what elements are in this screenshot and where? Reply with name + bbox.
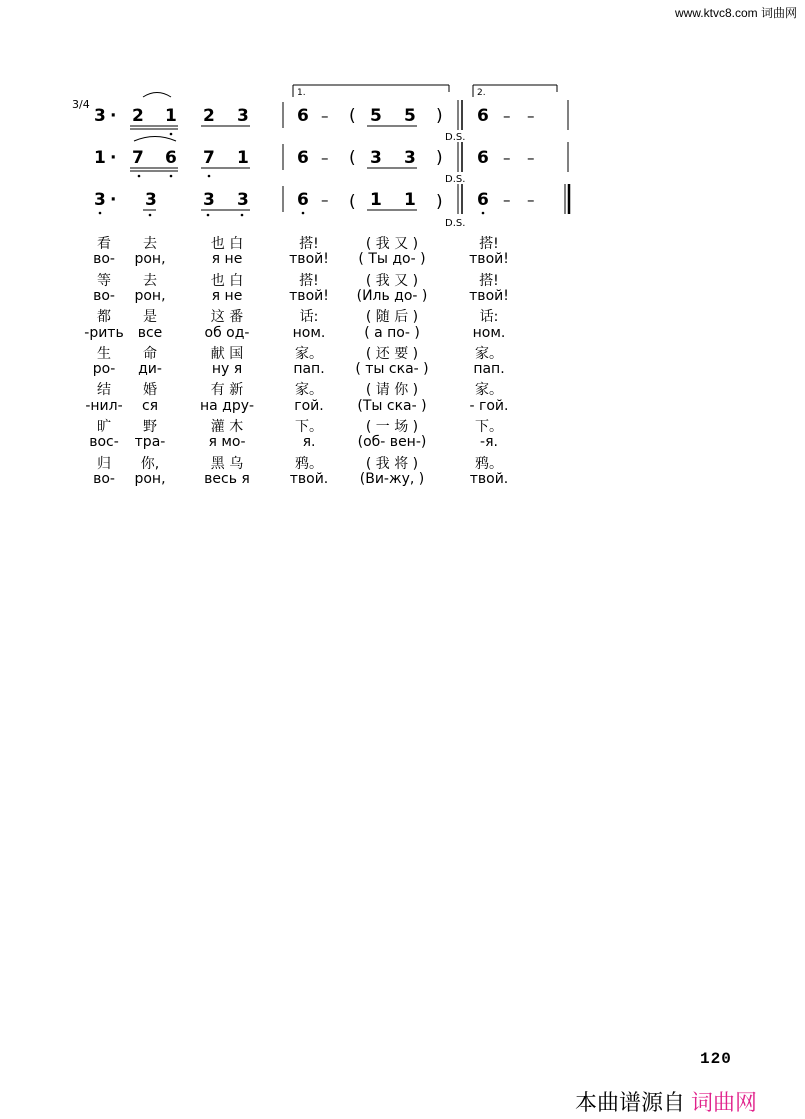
note: 1 — [370, 190, 382, 210]
lyric-syllable: 看 — [97, 236, 111, 252]
note: 3 — [145, 190, 157, 210]
lyric-syllable: ( а по- ) — [364, 324, 420, 341]
ds-mark: D.S. — [445, 174, 466, 185]
note: 6 — [297, 190, 309, 210]
lyric-syllable: пап. — [293, 361, 325, 378]
lower-octave-dot — [241, 214, 244, 217]
note: 3 — [94, 106, 106, 126]
lyric-syllable: ну я — [211, 361, 243, 378]
lyric-syllable: 话: — [299, 309, 319, 326]
lyric-syllable: об од- — [204, 324, 250, 341]
lyric-syllable: 话: — [479, 309, 499, 326]
lyric-syllable: ди- — [138, 361, 162, 378]
lyric-syllable: рон, — [134, 251, 166, 268]
lower-octave-dot — [170, 175, 173, 178]
lyric-syllable: (Иль до- ) — [356, 287, 428, 304]
lyric-syllable: 家。 — [295, 345, 323, 362]
volta-label-2: 2. — [477, 88, 486, 98]
paren-close: ) — [436, 148, 443, 168]
dash: – — [527, 107, 535, 125]
note: 1 — [94, 148, 106, 168]
note: 6 — [297, 148, 309, 168]
time-signature: 3/4 — [72, 98, 90, 111]
lyric-syllable: 去 — [143, 236, 157, 252]
lyric-syllable: 都 — [97, 309, 111, 326]
lyric-syllable: 黑 乌 — [210, 455, 244, 472]
lyric-syllable: твой! — [289, 287, 329, 304]
lyric-syllable: 也 白 — [210, 272, 244, 289]
note: 6 — [165, 148, 177, 168]
lyric-syllable: 命 — [143, 345, 157, 362]
dash: – — [527, 149, 535, 167]
lyric-syllable: вос- — [89, 434, 119, 451]
lyric-syllable: 生 — [97, 345, 111, 362]
dot-extension: · — [110, 190, 117, 210]
note: 3 — [404, 148, 416, 168]
lyric-syllable: во- — [93, 287, 115, 304]
note: 3 — [237, 106, 249, 126]
lyric-syllable: ( 一 场 ) — [365, 419, 419, 435]
note: 6 — [477, 190, 489, 210]
dash: – — [321, 191, 329, 209]
lyric-syllable: 有 新 — [210, 382, 244, 399]
slur — [143, 93, 171, 98]
lyric-syllable: рон, — [134, 470, 166, 487]
lyric-syllable: рон, — [134, 287, 166, 304]
lyric-syllable: ( 还 要 ) — [365, 345, 419, 362]
lyric-syllable: (Ви-жу, ) — [359, 470, 425, 487]
dash: – — [321, 149, 329, 167]
note: 6 — [477, 106, 489, 126]
lyric-syllable: 是 — [143, 309, 157, 326]
note: 1 — [237, 148, 249, 168]
lyric-syllable: (об- вен-) — [357, 434, 427, 451]
lyric-syllable: (Ты ска- ) — [357, 397, 427, 414]
lyric-syllable: ро- — [92, 361, 116, 378]
lyric-syllable: -нил- — [85, 397, 123, 414]
ds-mark: D.S. — [445, 218, 466, 229]
lyric-syllable: ( 请 你 ) — [365, 382, 419, 399]
lower-octave-dot — [208, 175, 211, 178]
paren-open: ( — [349, 192, 356, 212]
source-credit-text: 本曲谱源自 — [575, 1091, 686, 1116]
lyric-syllable: 鸦。 — [295, 455, 323, 472]
volta-bracket-2 — [473, 85, 557, 98]
lyric-syllable: 搭! — [299, 272, 319, 289]
lyric-syllable: 家。 — [475, 382, 503, 399]
lyric-syllable: 这 番 — [210, 309, 244, 326]
note: 2 — [132, 106, 144, 126]
lyric-syllable: ( 我 又 ) — [365, 236, 419, 252]
note: 6 — [297, 106, 309, 126]
lyric-syllable: твой. — [289, 470, 329, 487]
lyric-syllable: -я. — [480, 434, 498, 451]
lyric-syllable: ( 我 将 ) — [365, 455, 419, 472]
note: 5 — [370, 106, 382, 126]
lyric-syllable: все — [137, 324, 163, 341]
lyric-syllable: я мо- — [208, 434, 246, 451]
lower-octave-dot — [482, 212, 485, 215]
source-credit-brand: 词曲网 — [691, 1091, 758, 1116]
score-line-1 — [94, 93, 568, 144]
volta-bracket-1 — [293, 85, 449, 98]
dot-extension: · — [110, 106, 117, 126]
notation-score — [0, 0, 805, 240]
dot-extension: · — [110, 148, 117, 168]
lyric-syllable: гой. — [294, 397, 324, 414]
lyric-syllable: я не — [211, 287, 243, 304]
lyric-syllable: 归 — [97, 455, 111, 472]
lyric-syllable: твой! — [469, 287, 509, 304]
lyric-syllable: 等 — [97, 272, 111, 289]
watermark-brand: 词曲网 — [760, 6, 797, 20]
lyric-syllable: - гой. — [469, 397, 509, 414]
lower-octave-dot — [207, 214, 210, 217]
lower-octave-dot — [138, 175, 141, 178]
lyric-syllable: пап. — [473, 361, 505, 378]
lyric-syllable: 野 — [143, 419, 157, 435]
note: 3 — [370, 148, 382, 168]
lyric-syllable: ( ты ска- ) — [355, 361, 429, 378]
lyric-syllable: 搭! — [299, 236, 319, 252]
paren-open: ( — [349, 148, 356, 168]
note: 5 — [404, 106, 416, 126]
lyric-syllable: я. — [302, 434, 316, 451]
lyric-syllable: 旷 — [97, 419, 111, 435]
lyric-syllable: на дру- — [199, 397, 255, 414]
lyric-syllable: 搭! — [479, 236, 499, 252]
lyric-syllable: ( 随 后 ) — [365, 309, 419, 326]
note: 1 — [165, 106, 177, 126]
lyric-syllable: твой! — [289, 251, 329, 268]
lyric-syllable: 搭! — [479, 272, 499, 289]
lower-octave-dot — [170, 133, 173, 136]
lyric-syllable: 鸦。 — [475, 455, 503, 472]
source-credit — [575, 1086, 757, 1117]
paren-close: ) — [436, 192, 443, 212]
lyric-syllable: ( Ты до- ) — [358, 251, 426, 268]
lyric-syllable: твой. — [469, 470, 509, 487]
score-line-3 — [94, 184, 569, 229]
lyric-syllable: 去 — [143, 272, 157, 289]
note: 3 — [203, 190, 215, 210]
lyric-syllable: ( 我 又 ) — [365, 272, 419, 289]
note: 2 — [203, 106, 215, 126]
score-line-2 — [94, 137, 568, 186]
ds-mark: D.S. — [445, 132, 466, 143]
note: 6 — [477, 148, 489, 168]
lyric-syllable: 下。 — [475, 419, 503, 435]
lyric-syllable: 灌 木 — [210, 419, 244, 435]
lyric-syllable: 也 白 — [210, 236, 244, 252]
lower-octave-dot — [302, 212, 305, 215]
lyric-syllable: я не — [211, 251, 243, 268]
note: 3 — [94, 190, 106, 210]
lyric-syllable: 家。 — [475, 345, 503, 362]
note: 1 — [404, 190, 416, 210]
paren-close: ) — [436, 106, 443, 126]
lyric-syllable: во- — [93, 470, 115, 487]
lyric-syllable: ном. — [292, 324, 326, 341]
lyric-syllable: твой! — [469, 251, 509, 268]
watermark-url: www.ktvc8.com — [674, 6, 758, 20]
page-number: 120 — [700, 1050, 732, 1068]
lyric-syllable: весь я — [204, 470, 250, 487]
lyric-syllable: 献 国 — [210, 345, 244, 362]
lyric-syllable: -рить — [84, 324, 124, 341]
lyric-syllable: 你, — [140, 455, 160, 472]
lyric-syllable: во- — [93, 251, 115, 268]
lower-octave-dot — [99, 212, 102, 215]
dash: – — [503, 149, 511, 167]
note: 7 — [132, 148, 144, 168]
dash: – — [503, 191, 511, 209]
lyric-syllable: 家。 — [295, 382, 323, 399]
lyric-syllable: ном. — [472, 324, 506, 341]
note: 3 — [237, 190, 249, 210]
lyric-syllable: 结 — [97, 382, 111, 399]
paren-open: ( — [349, 106, 356, 126]
lyric-syllable: ся — [141, 397, 159, 414]
note: 7 — [203, 148, 215, 168]
dash: – — [527, 191, 535, 209]
dash: – — [503, 107, 511, 125]
lyric-syllable: 下。 — [295, 419, 323, 435]
lower-octave-dot — [149, 214, 152, 217]
lyric-syllable: 婚 — [143, 382, 157, 399]
lyric-syllable: тра- — [134, 434, 166, 451]
volta-label-1: 1. — [297, 88, 306, 98]
slur — [134, 137, 176, 142]
dash: – — [321, 107, 329, 125]
